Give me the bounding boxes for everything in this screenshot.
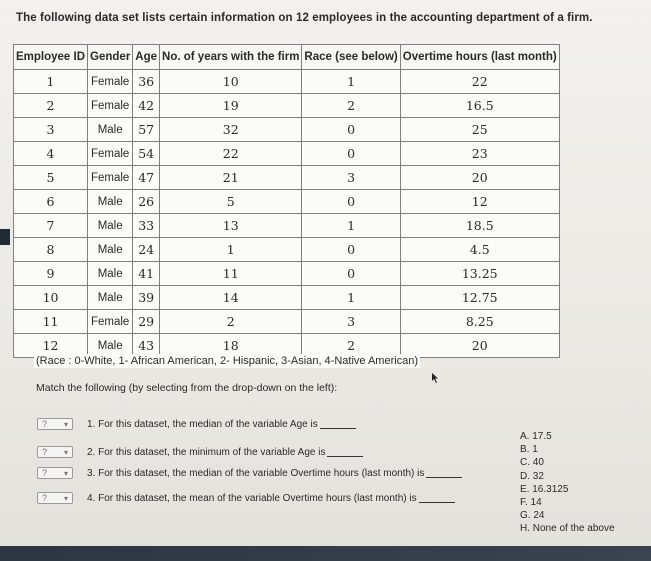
cell-overtime: 16.5 bbox=[400, 94, 559, 118]
table-row bbox=[14, 118, 560, 142]
select-arrows-icon: ▾ bbox=[63, 468, 68, 478]
cell-overtime: 13.25 bbox=[400, 262, 559, 286]
question-text: 3. For this dataset, the median of the variable Overtime hours (last month) is bbox=[87, 467, 425, 479]
option-a: A. 17.5 bbox=[520, 431, 552, 442]
select-value: ? bbox=[42, 468, 48, 478]
option-h: H. None of the above bbox=[520, 523, 615, 535]
cell-race: 0 bbox=[302, 118, 400, 142]
cell-employee-id: 6 bbox=[14, 190, 88, 214]
answer-blank bbox=[327, 447, 363, 457]
table-row bbox=[14, 70, 560, 94]
cell-gender: Female bbox=[88, 166, 133, 190]
question-text: 1. For this dataset, the median of the variable Age is bbox=[87, 418, 318, 430]
table-row bbox=[14, 166, 560, 190]
cell-years: 32 bbox=[160, 118, 302, 142]
cell-overtime: 20 bbox=[400, 334, 559, 358]
cell-overtime: 8.25 bbox=[400, 310, 559, 334]
question-3 bbox=[37, 467, 462, 479]
cell-years: 22 bbox=[160, 142, 302, 166]
header-overtime: Overtime hours (last month) bbox=[400, 45, 559, 70]
answer-blank bbox=[419, 493, 455, 503]
cell-age: 41 bbox=[133, 262, 160, 286]
cell-years: 13 bbox=[160, 214, 302, 238]
cell-years: 10 bbox=[160, 70, 302, 94]
cell-employee-id: 8 bbox=[14, 238, 88, 262]
cell-age: 36 bbox=[133, 70, 160, 94]
cell-age: 47 bbox=[133, 166, 160, 190]
table-row bbox=[14, 310, 560, 334]
answer-select-1[interactable] bbox=[37, 418, 73, 430]
cell-age: 54 bbox=[133, 142, 160, 166]
cell-race: 0 bbox=[302, 238, 400, 262]
cell-gender: Female bbox=[88, 142, 133, 166]
table-row bbox=[14, 214, 560, 238]
cell-gender: Male bbox=[88, 334, 133, 358]
cell-age: 33 bbox=[133, 214, 160, 238]
race-legend: (Race : 0-White, 1- African American, 2- Hispanic, 3-Asian, 4-Native American) bbox=[36, 355, 419, 367]
cell-years: 2 bbox=[160, 310, 302, 334]
header-years: No. of years with the firm bbox=[160, 45, 302, 70]
table-body bbox=[14, 70, 560, 358]
mouse-cursor-icon bbox=[431, 373, 439, 383]
answer-blank bbox=[320, 419, 356, 429]
answer-select-3[interactable] bbox=[37, 467, 73, 479]
cell-years: 14 bbox=[160, 286, 302, 310]
answer-blank bbox=[426, 468, 462, 478]
cell-race: 0 bbox=[302, 262, 400, 286]
header-employee-id: Employee ID bbox=[14, 45, 88, 70]
cell-overtime: 12 bbox=[400, 190, 559, 214]
side-marker bbox=[0, 229, 10, 245]
cell-years: 1 bbox=[160, 238, 302, 262]
table-row bbox=[14, 190, 560, 214]
cell-gender: Female bbox=[88, 310, 133, 334]
option-e: E. 16.3125 bbox=[520, 483, 569, 495]
cell-age: 26 bbox=[133, 190, 160, 214]
header-gender: Gender bbox=[88, 45, 133, 70]
answer-select-2[interactable] bbox=[37, 446, 73, 458]
select-value: ? bbox=[42, 493, 48, 503]
cell-gender: Male bbox=[88, 262, 133, 286]
cell-gender: Male bbox=[88, 118, 133, 142]
question-text: 4. For this dataset, the mean of the variable Overtime hours (last month) is bbox=[87, 492, 417, 504]
cell-race: 0 bbox=[302, 190, 400, 214]
cell-years: 19 bbox=[160, 94, 302, 118]
cell-age: 42 bbox=[133, 94, 160, 118]
question-2 bbox=[37, 446, 363, 458]
header-race: Race (see below) bbox=[302, 45, 400, 70]
table-row bbox=[14, 286, 560, 310]
option-c: C. 40 bbox=[520, 457, 544, 469]
cell-employee-id: 7 bbox=[14, 214, 88, 238]
cell-age: 43 bbox=[133, 334, 160, 358]
table-row bbox=[14, 94, 560, 118]
intro-text: The following data set lists certain information on 12 employees in the accounting department of a firm. bbox=[16, 12, 593, 24]
select-value: ? bbox=[42, 419, 48, 429]
cell-race: 3 bbox=[302, 166, 400, 190]
select-value: ? bbox=[42, 447, 48, 457]
option-b: B. 1 bbox=[520, 444, 538, 456]
select-arrows-icon: ▾ bbox=[63, 419, 68, 429]
cell-overtime: 4.5 bbox=[400, 238, 559, 262]
cell-employee-id: 1 bbox=[14, 70, 88, 94]
cell-race: 2 bbox=[302, 334, 400, 358]
cell-gender: Female bbox=[88, 70, 133, 94]
cell-employee-id: 4 bbox=[14, 142, 88, 166]
cell-years: 21 bbox=[160, 166, 302, 190]
answer-options bbox=[520, 430, 615, 536]
cell-years: 5 bbox=[160, 190, 302, 214]
table-row bbox=[14, 262, 560, 286]
question-4 bbox=[37, 492, 455, 504]
cell-employee-id: 5 bbox=[14, 166, 88, 190]
cell-employee-id: 9 bbox=[14, 262, 88, 286]
cell-age: 29 bbox=[133, 310, 160, 334]
cell-years: 18 bbox=[160, 334, 302, 358]
cell-gender: Male bbox=[88, 286, 133, 310]
cell-overtime: 23 bbox=[400, 142, 559, 166]
cell-overtime: 18.5 bbox=[400, 214, 559, 238]
cell-gender: Male bbox=[88, 190, 133, 214]
cell-employee-id: 3 bbox=[14, 118, 88, 142]
cell-race: 3 bbox=[302, 310, 400, 334]
cell-age: 39 bbox=[133, 286, 160, 310]
cell-age: 24 bbox=[133, 238, 160, 262]
cell-age: 57 bbox=[133, 118, 160, 142]
employee-table bbox=[13, 44, 560, 358]
table-row bbox=[14, 238, 560, 262]
cell-race: 0 bbox=[302, 142, 400, 166]
question-1 bbox=[37, 418, 356, 430]
cell-overtime: 22 bbox=[400, 70, 559, 94]
cell-years: 11 bbox=[160, 262, 302, 286]
select-arrows-icon: ▾ bbox=[63, 447, 68, 457]
option-g: G. 24 bbox=[520, 510, 545, 522]
option-d: D. 32 bbox=[520, 470, 544, 482]
table-row bbox=[14, 142, 560, 166]
question-text: 2. For this dataset, the minimum of the variable Age is bbox=[87, 446, 326, 458]
cell-overtime: 25 bbox=[400, 118, 559, 142]
cell-overtime: 12.75 bbox=[400, 286, 559, 310]
cell-employee-id: 11 bbox=[14, 310, 88, 334]
answer-select-4[interactable] bbox=[37, 492, 73, 504]
cell-race: 1 bbox=[302, 214, 400, 238]
cell-race: 2 bbox=[302, 94, 400, 118]
instruction-text: Match the following (by selecting from the drop-down on the left): bbox=[36, 382, 338, 394]
select-arrows-icon: ▾ bbox=[63, 493, 68, 503]
bottom-bar bbox=[0, 546, 651, 561]
cell-gender: Female bbox=[88, 94, 133, 118]
cell-race: 1 bbox=[302, 286, 400, 310]
cell-gender: Male bbox=[88, 214, 133, 238]
cell-employee-id: 10 bbox=[14, 286, 88, 310]
cell-employee-id: 2 bbox=[14, 94, 88, 118]
cell-overtime: 20 bbox=[400, 166, 559, 190]
cell-race: 1 bbox=[302, 70, 400, 94]
table-header-row bbox=[14, 45, 560, 70]
cell-employee-id: 12 bbox=[14, 334, 88, 358]
cell-gender: Male bbox=[88, 238, 133, 262]
header-age: Age bbox=[133, 45, 160, 70]
option-f: F. 14 bbox=[520, 497, 542, 509]
